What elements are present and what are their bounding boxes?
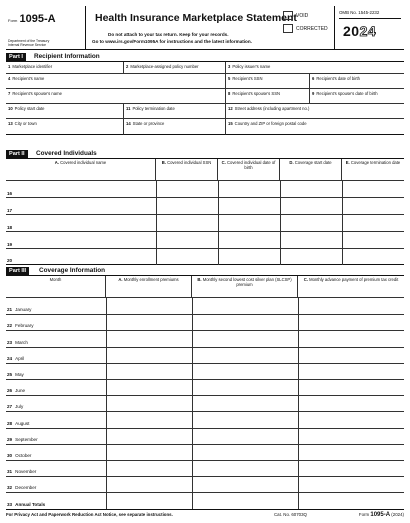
col-letter: C. bbox=[303, 277, 308, 282]
row-num: 22 bbox=[7, 323, 13, 329]
part2-row-19[interactable] bbox=[7, 242, 15, 247]
row-line bbox=[6, 411, 404, 412]
row-line bbox=[6, 347, 404, 348]
field-num: 2 bbox=[126, 64, 129, 69]
field-5-recipient-ssn[interactable] bbox=[226, 74, 310, 89]
part3-label: Part III bbox=[6, 267, 29, 275]
row-num: 31 bbox=[7, 469, 13, 475]
col-letter: D. bbox=[289, 160, 294, 165]
corrected-checkbox[interactable] bbox=[283, 24, 293, 33]
field-num: 14 bbox=[126, 121, 131, 126]
col-label: Monthly advance payment of premium tax credit bbox=[309, 277, 399, 282]
footer-form-year: (2024) bbox=[391, 512, 404, 517]
field-2-policy-number[interactable] bbox=[124, 62, 226, 74]
field-num: 3 bbox=[228, 64, 231, 69]
row-line bbox=[6, 363, 404, 364]
col-label: Covered individual name bbox=[60, 160, 107, 165]
form-footer bbox=[6, 509, 404, 518]
row-num: 29 bbox=[7, 436, 13, 442]
instruction-line-2: Go to www.irs.gov/Form1095A for instructions and the latest information. bbox=[92, 39, 252, 44]
col-label: Month bbox=[49, 277, 62, 282]
row-line bbox=[6, 248, 404, 249]
instruction-line-1: Do not attach to your tax return. Keep for your records. bbox=[108, 32, 229, 37]
part3-col-a-header bbox=[106, 276, 192, 298]
col-label: Coverage start date bbox=[294, 160, 332, 165]
row-num: 30 bbox=[7, 453, 13, 458]
footer-form-prefix: Form bbox=[358, 512, 370, 517]
row-line bbox=[6, 444, 404, 445]
row-line bbox=[6, 428, 404, 429]
col-label: Monthly enrollment premiums bbox=[123, 277, 179, 282]
field-label: State or province bbox=[132, 121, 165, 126]
form-id-block bbox=[6, 6, 86, 50]
service-name: Internal Revenue Service bbox=[8, 43, 47, 48]
form-title: Health Insurance Marketplace Statement bbox=[95, 12, 297, 24]
row-line bbox=[6, 460, 404, 461]
field-4-recipient-name[interactable] bbox=[6, 74, 226, 89]
part3-row-23[interactable] bbox=[7, 340, 28, 345]
row-num: 20 bbox=[7, 258, 13, 263]
field-1-marketplace-identifier[interactable] bbox=[6, 62, 124, 74]
part2-col-e-header bbox=[342, 159, 404, 181]
col-label: Coverage termination date bbox=[350, 160, 401, 165]
field-15-country-zip[interactable] bbox=[226, 119, 404, 135]
month-label: June bbox=[15, 388, 26, 394]
corrected-label: CORRECTED bbox=[296, 26, 328, 32]
month-label: March bbox=[15, 339, 28, 345]
month-label: July bbox=[15, 404, 24, 410]
col-divider bbox=[218, 181, 219, 265]
row-num: 19 bbox=[7, 242, 13, 247]
footer-form-number: 1095-A bbox=[370, 512, 391, 518]
field-label: Marketplace identifier bbox=[12, 64, 53, 69]
catalog-number: Cat. No. 60703Q bbox=[274, 512, 307, 517]
tax-year bbox=[343, 23, 376, 39]
footer-form-id bbox=[359, 512, 404, 518]
month-label: April bbox=[15, 355, 25, 361]
month-label: May bbox=[15, 372, 24, 377]
field-label: Recipient's name bbox=[12, 76, 45, 81]
row-num: 33 bbox=[7, 501, 13, 507]
month-label: December bbox=[15, 485, 37, 491]
void-checkbox[interactable] bbox=[283, 11, 293, 20]
row-num: 28 bbox=[7, 420, 13, 426]
row-num: 23 bbox=[7, 339, 13, 345]
part2-bar bbox=[6, 149, 404, 159]
field-num: 8 bbox=[228, 91, 231, 96]
department-name: Department of the Treasury bbox=[8, 39, 50, 43]
part3-month-header bbox=[6, 276, 106, 298]
row-line bbox=[6, 492, 404, 493]
part2-col-a-header bbox=[6, 159, 156, 181]
part3-row-29[interactable] bbox=[7, 437, 38, 442]
field-label: Recipient's spouse's name bbox=[12, 91, 62, 96]
field-num: 9 bbox=[312, 91, 315, 96]
field-num: 12 bbox=[228, 106, 233, 111]
col-divider bbox=[156, 181, 157, 265]
field-num: 1 bbox=[8, 64, 11, 69]
row-num: 25 bbox=[7, 372, 13, 377]
field-label: Policy issuer's name bbox=[232, 64, 271, 69]
part3-row-28[interactable] bbox=[7, 421, 29, 426]
field-12-street-address[interactable] bbox=[226, 104, 404, 119]
part3-row-24[interactable] bbox=[7, 356, 24, 361]
row-line bbox=[6, 395, 404, 396]
field-9-spouse-dob[interactable] bbox=[310, 89, 404, 104]
field-num: 5 bbox=[228, 76, 231, 81]
tax-year-outline: 24 bbox=[359, 23, 377, 39]
col-letter: C. bbox=[221, 160, 226, 165]
field-11-policy-termination[interactable] bbox=[124, 104, 226, 119]
field-6-recipient-dob[interactable] bbox=[310, 74, 404, 89]
part2-col-c-header bbox=[218, 159, 280, 181]
form-prefix: Form bbox=[8, 18, 18, 23]
row-num: 26 bbox=[7, 388, 13, 394]
part3-row-31[interactable] bbox=[7, 469, 36, 474]
row-num: 32 bbox=[7, 485, 13, 491]
month-label: Annual Totals bbox=[15, 501, 46, 507]
col-label: Covered individual date of birth bbox=[226, 160, 276, 170]
field-label: Recipient's SSN bbox=[232, 76, 263, 81]
month-label: February bbox=[15, 323, 34, 329]
part3-row-22[interactable] bbox=[7, 323, 34, 328]
row-line bbox=[6, 214, 404, 215]
field-14-state[interactable] bbox=[124, 119, 226, 135]
col-divider bbox=[298, 298, 299, 509]
part2-label: Part II bbox=[6, 150, 28, 158]
form-1095a bbox=[6, 6, 404, 518]
part2-row-20[interactable] bbox=[7, 258, 15, 263]
part3-row-25[interactable] bbox=[7, 372, 24, 377]
field-label: Recipient's spouse's SSN bbox=[232, 91, 281, 96]
row-line bbox=[6, 476, 404, 477]
field-label: Policy start date bbox=[14, 106, 45, 111]
col-letter: A. bbox=[54, 160, 59, 165]
row-num: 27 bbox=[7, 404, 13, 410]
part3-row-27[interactable] bbox=[7, 404, 23, 409]
row-line bbox=[6, 314, 404, 315]
void-label: VOID bbox=[296, 13, 309, 19]
field-label: Policy termination date bbox=[132, 106, 175, 111]
form-header bbox=[6, 6, 404, 50]
field-num: 6 bbox=[312, 76, 315, 81]
month-label: November bbox=[15, 469, 37, 475]
col-label: Covered individual SSN bbox=[167, 160, 212, 165]
field-label: Recipient's date of birth bbox=[316, 76, 360, 81]
field-num: 15 bbox=[228, 121, 233, 126]
row-num: 17 bbox=[7, 208, 13, 213]
field-10-policy-start[interactable] bbox=[6, 104, 124, 119]
field-num: 11 bbox=[126, 106, 131, 111]
col-letter: B. bbox=[197, 277, 202, 282]
part3-bar bbox=[6, 266, 404, 276]
field-label: Country and ZIP or foreign postal code bbox=[234, 121, 307, 126]
row-line bbox=[6, 379, 404, 380]
row-line bbox=[6, 330, 404, 331]
col-letter: A. bbox=[118, 277, 123, 282]
field-label: Street address (including apartment no.) bbox=[234, 106, 310, 111]
field-num: 13 bbox=[8, 121, 13, 126]
part3-row-32[interactable] bbox=[7, 485, 36, 490]
col-letter: E. bbox=[345, 160, 350, 165]
part3-row-30[interactable] bbox=[7, 453, 31, 458]
part3-row-21[interactable] bbox=[7, 307, 31, 312]
part2-title: Covered Individuals bbox=[36, 150, 97, 157]
col-divider bbox=[280, 181, 281, 265]
field-3-policy-issuer[interactable] bbox=[226, 62, 404, 74]
field-label: Marketplace-assigned policy number bbox=[130, 64, 199, 69]
part3-title: Coverage Information bbox=[39, 267, 106, 274]
month-label: September bbox=[15, 436, 38, 442]
field-13-city[interactable] bbox=[6, 119, 124, 135]
col-letter: B. bbox=[161, 160, 166, 165]
row-num: 24 bbox=[7, 355, 13, 361]
part1-label: Part I bbox=[6, 53, 26, 61]
field-num: 7 bbox=[8, 91, 11, 96]
form-number-value: 1095-A bbox=[19, 13, 56, 25]
omb-number: OMB No. 1545-2232 bbox=[339, 10, 401, 19]
part3-col-c-header bbox=[298, 276, 404, 298]
field-label: Recipient's spouse's date of birth bbox=[316, 91, 378, 96]
part2-col-d-header bbox=[280, 159, 342, 181]
part2-col-b-header bbox=[156, 159, 218, 181]
col-divider bbox=[106, 298, 107, 509]
part3-col-b-header bbox=[192, 276, 298, 298]
row-line bbox=[6, 231, 404, 232]
row-line bbox=[6, 264, 404, 265]
part1-title: Recipient Information bbox=[34, 53, 100, 60]
part2-row-17[interactable] bbox=[7, 208, 15, 213]
department bbox=[8, 39, 84, 47]
row-num: 21 bbox=[7, 307, 13, 313]
month-label: January bbox=[15, 307, 32, 313]
col-divider bbox=[192, 298, 193, 509]
field-8-spouse-ssn[interactable] bbox=[226, 89, 310, 104]
title-block bbox=[86, 6, 334, 50]
part1-bar bbox=[6, 52, 404, 62]
field-7-spouse-name[interactable] bbox=[6, 89, 226, 104]
col-label: Monthly second lowest cost silver plan (SLCSP) premium bbox=[202, 277, 292, 287]
row-num: 18 bbox=[7, 225, 13, 230]
field-label: City or town bbox=[14, 121, 37, 126]
month-label: August bbox=[15, 420, 30, 426]
part2-row-18[interactable] bbox=[7, 225, 15, 230]
field-num: 4 bbox=[8, 76, 11, 81]
form-number bbox=[8, 13, 56, 25]
col-divider bbox=[342, 181, 343, 265]
field-num: 10 bbox=[8, 106, 13, 111]
part3-row-33[interactable] bbox=[7, 502, 45, 507]
row-num: 16 bbox=[7, 191, 13, 196]
omb-block bbox=[334, 6, 404, 50]
row-line bbox=[6, 197, 404, 198]
tax-year-solid: 20 bbox=[343, 23, 360, 39]
privacy-notice: For Privacy Act and Paperwork Reduction Act Notice, see separate instructions. bbox=[6, 512, 173, 517]
month-label: October bbox=[15, 453, 32, 458]
part3-row-26[interactable] bbox=[7, 388, 25, 393]
part2-row-16[interactable] bbox=[7, 191, 15, 196]
